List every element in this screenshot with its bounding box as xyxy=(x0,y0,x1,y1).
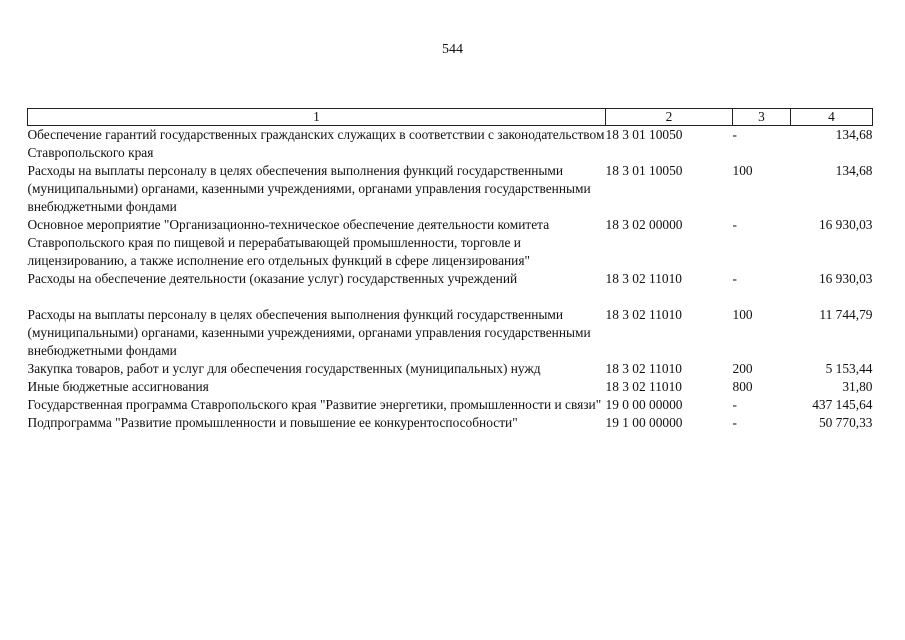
row-amount: 437 145,64 xyxy=(812,397,873,412)
row-name: Обеспечение гарантий государственных гражданских служащих в соответствии с законодательством Ставропольского края xyxy=(27,127,605,160)
row-expense-type: - xyxy=(732,415,737,430)
row-expense-type: 200 xyxy=(732,361,753,376)
row-code: 18 3 02 00000 xyxy=(605,217,683,232)
header-row xyxy=(28,109,873,126)
row-name: Основное мероприятие "Организационно-техническое обеспечение деятельности комитета Ставропольского края по пищевой и перерабатывающей промышленности, торговле и лицензированию, а также исполнение его отдельных функций в сфере лицензирования" xyxy=(27,217,550,268)
row-name: Расходы на обеспечение деятельности (оказание услуг) государственных учреждений xyxy=(27,271,518,286)
table-row xyxy=(28,360,873,378)
row-name: Государственная программа Ставропольского края "Развитие энергетики, промышленности и связи" xyxy=(27,397,602,412)
row-code: 18 3 01 10050 xyxy=(605,163,683,178)
row-code: 18 3 02 11010 xyxy=(605,361,682,376)
row-name: Расходы на выплаты персоналу в целях обеспечения выполнения функций государственными (муниципальными) органами, казенными учреждениями, органами управления государственными внебюджетными фондами xyxy=(27,307,591,358)
page-number: 544 xyxy=(442,42,463,57)
row-amount: 16 930,03 xyxy=(818,217,873,232)
row-expense-type: 100 xyxy=(732,163,753,178)
row-name: Подпрограмма "Развитие промышленности и повышение ее конкурентоспособности" xyxy=(27,415,518,430)
row-name: Расходы на выплаты персоналу в целях обеспечения выполнения функций государственными (муниципальными) органами, казенными учреждениями, органами управления государственными внебюджетными фондами xyxy=(27,163,591,214)
row-amount: 134,68 xyxy=(835,163,873,178)
table-row xyxy=(28,396,873,414)
column-header-4: 4 xyxy=(791,109,873,126)
column-header-2: 2 xyxy=(606,109,733,126)
row-code: 18 3 02 11010 xyxy=(605,379,682,394)
row-name: Иные бюджетные ассигнования xyxy=(27,379,209,394)
table-row xyxy=(28,306,873,360)
table-row xyxy=(28,216,873,270)
row-name: Закупка товаров, работ и услуг для обеспечения государственных (муниципальных) нужд xyxy=(27,361,541,376)
row-expense-type: - xyxy=(732,127,737,142)
row-expense-type: - xyxy=(732,217,737,232)
row-amount: 31,80 xyxy=(842,379,873,394)
row-code: 19 0 00 00000 xyxy=(605,397,683,412)
row-amount: 16 930,03 xyxy=(818,271,873,286)
table-row xyxy=(28,414,873,432)
table-row xyxy=(28,270,873,306)
row-expense-type: - xyxy=(732,271,737,286)
column-header-1: 1 xyxy=(28,109,606,126)
row-amount: 50 770,33 xyxy=(818,415,873,430)
row-code: 18 3 02 11010 xyxy=(605,307,682,322)
row-expense-type: - xyxy=(732,397,737,412)
row-expense-type: 800 xyxy=(732,379,753,394)
row-code: 19 1 00 00000 xyxy=(605,415,683,430)
budget-table xyxy=(27,108,873,432)
row-amount: 134,68 xyxy=(835,127,873,142)
row-code: 18 3 01 10050 xyxy=(605,127,683,142)
table-row xyxy=(28,162,873,216)
row-amount: 5 153,44 xyxy=(825,361,873,376)
row-code: 18 3 02 11010 xyxy=(605,271,682,286)
row-expense-type: 100 xyxy=(732,307,753,322)
table-row xyxy=(28,126,873,163)
table-row xyxy=(28,378,873,396)
row-amount: 11 744,79 xyxy=(819,307,873,322)
column-header-3: 3 xyxy=(733,109,791,126)
